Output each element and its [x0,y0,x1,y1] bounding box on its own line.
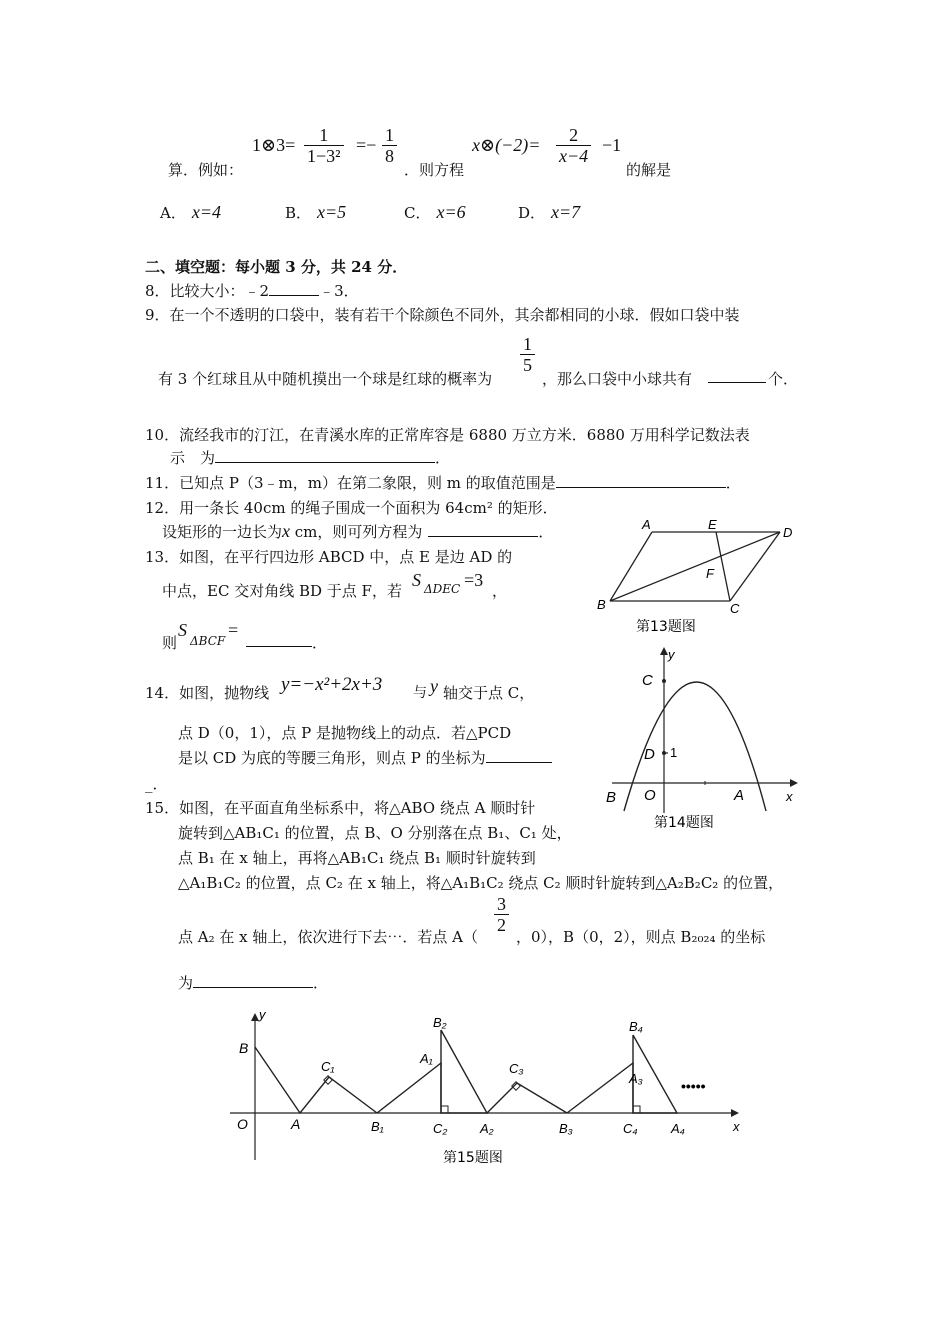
q14-label-d: D [644,746,655,763]
q8-line: 8．比较大小：﹣2 ﹣3． [145,282,359,300]
q7-example-mid: =− [356,135,377,155]
q15-triangle-4a [567,1063,633,1113]
q13-segment-ec [716,532,730,601]
q14-line3: 是以 CD 为底的等腰三角形，则点 P 的坐标为 [178,747,552,768]
q13-caption: 第13题图 [636,619,696,635]
q15-answer-blank[interactable] [193,973,313,988]
q8-answer-blank[interactable] [269,281,319,296]
q7-eq-frac: $\frac{2}{x-4}$ [556,125,591,166]
q14-line2: 点 D（0，1），点 P 是抛物线上的动点．若△PCD [178,724,512,742]
q14-x-arrow-icon [790,779,798,787]
q14-line4: _． [145,775,168,793]
q15-y-arrow-icon [251,1013,259,1021]
q15-line6: 为 ． [178,974,329,992]
q13-answer-blank[interactable] [246,632,312,647]
q9-line1: 9．在一个不透明的口袋中，装有若干个除颜色不同外，其余都相同的小球．假如口袋中装 [145,306,740,324]
q15-triangle-3 [487,1083,567,1113]
q15-label-c3: C₃ [509,1061,524,1076]
q15-label-x: x [733,1119,740,1134]
q7-example-lhs: 1⊗3= [252,135,296,155]
q14-label-a: A [734,787,745,804]
q10-line1: 10．流经我市的汀江，在青溪水库的正常库容是 6880 万立方米．6880 万用科学记数法表 [145,426,750,444]
q10-line2: 示 为 ． [170,449,451,467]
q14-point-d [662,751,666,755]
q7-then: ．则方程 [404,161,465,179]
q15-label-o: O [237,1116,248,1132]
q7-option-a[interactable]: A． x=4 [160,202,221,222]
q15-label-a4: A₄ [671,1121,685,1136]
q14-label-c: C [642,672,653,689]
q15-label-b4: B₄ [629,1019,643,1034]
q13-label-d: D [783,525,793,540]
q13-edge-ab [610,532,652,601]
q15-label-b: B [239,1040,249,1056]
q14-label-1: 1 [670,745,678,760]
q15-right-angle-c4 [633,1106,640,1113]
q15-label-y: y [259,1007,266,1022]
q14-caption: 第14题图 [654,815,714,831]
q15-ellipsis: ••••• [681,1078,706,1094]
q15-label-a3: A₃ [629,1071,643,1086]
q12-line2: 设矩形的一边长为x cm，则可列方程为 ． [162,521,554,541]
q10-answer-blank[interactable] [215,448,435,463]
q7-eq-tail: −1 [602,135,622,155]
q14-label-x: x [786,789,793,804]
q15-right-angle-c2 [441,1106,448,1113]
q7-example-frac: $\frac{1}{\text{1−3²}}$ [304,125,344,166]
q15-fraction: $\frac{3}{2}$ [494,894,509,935]
q15-line4: △A₁B₁C₂ 的位置，点 C₂ 在 x 轴上，将△A₁B₁C₂ 绕点 C₂ 顺时针旋转到△A₂B₂C₂ 的位置， [178,874,784,892]
q15-line3: 点 B₁ 在 x 轴上，再将△AB₁C₁ 绕点 B₁ 顺时针旋转到 [178,849,536,867]
q15-x-arrow-icon [731,1109,739,1117]
q13-label-a: A [642,517,651,532]
q14-label-b: B [606,789,617,806]
q13-label-e: E [708,517,717,532]
q15-label-c1: C₁ [321,1059,335,1074]
q15-label-a1: A₁ [420,1051,433,1066]
q15-figure [225,1005,755,1175]
q14-figure [598,643,808,835]
q12-answer-blank[interactable] [428,522,538,537]
q15-label-b3: B₃ [559,1121,573,1136]
q14-y-arrow-icon [660,647,668,655]
q13-label-b: B [597,597,606,612]
q14-point-c [662,679,666,683]
q15-label-a2: A₂ [480,1121,494,1136]
q15-label-c2: C₂ [433,1121,448,1136]
q7-suffix: 的解是 [626,161,672,179]
q15-label-b2: B₂ [433,1015,447,1030]
q9-fraction: $\frac{1}{5}$ [520,334,535,375]
q14-label-y: y [668,647,675,662]
q13-label-c: C [730,601,740,616]
q15-caption: 第15题图 [443,1150,503,1166]
q7-eq-lhs: x⊗(−2)= [472,135,541,155]
q15-triangle-1 [255,1047,377,1113]
q13-figure [590,515,810,640]
q7-option-d[interactable]: D． x=7 [518,202,581,222]
q7-prefix: 算．例如： [168,161,244,179]
q13-label-f: F [706,566,714,581]
q13-line1: 13．如图，在平行四边形 ABCD 中，点 E 是边 AD 的 [145,548,513,566]
q15-label-a: A [291,1116,301,1132]
q9-answer-blank[interactable] [708,368,766,383]
q15-label-c4: C₄ [623,1121,638,1136]
q7-option-b[interactable]: B． x=5 [285,202,347,222]
q11-line: 11．已知点 P（3﹣m，m）在第二象限，则 m 的取值范围是 ． [145,474,741,492]
q15-label-b1: B₁ [371,1119,384,1134]
q14-label-o: O [644,787,656,804]
q14-answer-blank[interactable] [486,748,552,763]
q7-example-frac2: $\frac{1}{8}$ [382,125,397,166]
q15-line2: 旋转到△AB₁C₁ 的位置，点 B、O 分别落在点 B₁、C₁ 处， [178,824,572,842]
q15-line1: 15．如图，在平面直角坐标系中，将△ABO 绕点 A 顺时针 [145,799,536,817]
q15-triangle-2 [441,1030,487,1113]
q7-option-c[interactable]: C． x=6 [404,202,466,222]
section-heading: 二、填空题：每小题 3 分，共 24 分． [145,258,408,276]
q15-triangle-2a [377,1063,441,1113]
q12-line1: 12．用一条长 40cm 的绳子围成一个面积为 64cm² 的矩形． [145,499,558,517]
q11-answer-blank[interactable] [556,473,726,488]
